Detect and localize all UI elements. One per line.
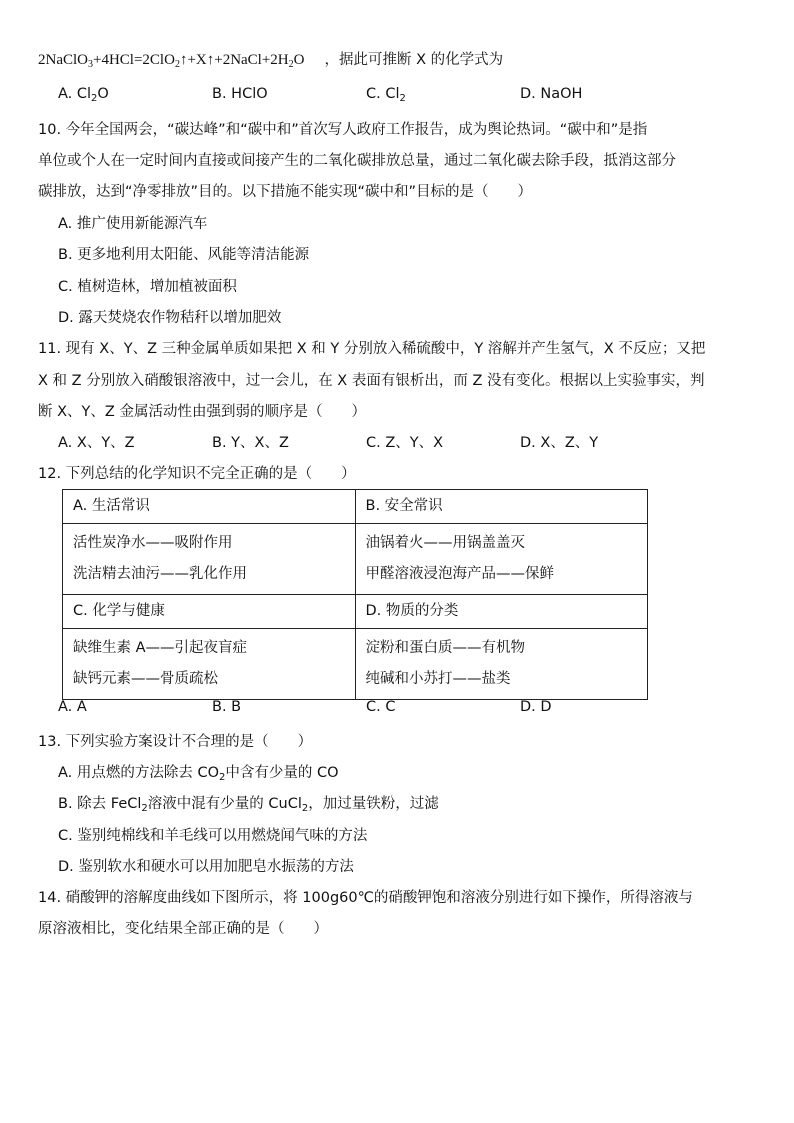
q11-option-d[interactable]: D. X、Z、Y: [520, 435, 599, 451]
q12-option-c[interactable]: C. C: [366, 699, 396, 715]
q13-stem: 13. 下列实验方案设计不合理的是（ ）: [38, 734, 313, 750]
q13-option-b[interactable]: B. 除去 FeCl$_2$溶液中混有少量的 CuCl$_2$，加过量铁粉，过滤: [58, 796, 439, 814]
q9-equation: $2NaClO_3+4HCl=2ClO_2↑+X↑+2NaCl+2H_2O$: [38, 52, 305, 70]
table-text: 淀粉和蛋白质——有机物: [365, 640, 525, 656]
table-cell-b-body: [355, 524, 648, 595]
q10-option-c[interactable]: C. 植树造林，增加植被面积: [58, 279, 237, 295]
q10-option-a[interactable]: A. 推广使用新能源汽车: [58, 216, 208, 232]
q9-option-b[interactable]: B. HClO: [212, 86, 268, 102]
q11-option-b[interactable]: B. Y、X、Z: [212, 435, 289, 451]
table-text: 纯碱和小苏打——盐类: [365, 671, 511, 687]
q9-option-d[interactable]: D. NaOH: [520, 86, 583, 102]
q14-stem-line-1: 14. 硝酸钾的溶解度曲线如下图所示，将 100g60℃的硝酸钾饱和溶液分别进行如下操作，所得溶液与: [38, 890, 693, 906]
q10-option-d[interactable]: D. 露天焚烧农作物秸秆以增加肥效: [58, 310, 282, 326]
q12-option-b[interactable]: B. B: [212, 699, 242, 715]
table-text: 甲醛溶液浸泡海产品——保鲜: [365, 566, 554, 582]
q13-option-d[interactable]: D. 鉴别软水和硬水可以用加肥皂水振荡的方法: [58, 859, 354, 875]
q9-equation-line: [38, 48, 503, 70]
q9-option-c[interactable]: C. $Cl_2$: [366, 86, 406, 104]
table-cell-d-body: [355, 629, 648, 700]
table-text: 活性炭净水——吸附作用: [73, 535, 233, 551]
q9-option-a[interactable]: A. $Cl_2O$: [58, 86, 109, 104]
q12-option-d[interactable]: D. D: [520, 699, 552, 715]
q10-option-b[interactable]: B. 更多地利用太阳能、风能等清洁能源: [58, 247, 310, 263]
q11-option-a[interactable]: A. X、Y、Z: [58, 435, 135, 451]
q13-option-c[interactable]: C. 鉴别纯棉线和羊毛线可以用燃烧闻气味的方法: [58, 828, 368, 844]
q11-options: [58, 431, 674, 452]
table-cell-c-body: [63, 629, 356, 700]
table-text: 缺维生素 A——引起夜盲症: [73, 640, 248, 656]
table-text: 油锅着火——用锅盖盖灭: [365, 535, 525, 551]
table-cell-b-head: B. 安全常识: [355, 490, 648, 524]
table-text: 缺钙元素——骨质疏松: [73, 671, 218, 687]
q9-options: [58, 86, 674, 104]
q13-option-a[interactable]: A. 用点燃的方法除去 $CO_2$中含有少量的 CO: [58, 765, 339, 783]
q11-stem-line-3: 断 X、Y、Z 金属活动性由强到弱的顺序是（ ）: [38, 404, 366, 420]
q10-stem-line-3: 碳排放，达到“净零排放”目的。以下措施不能实现“碳中和”目标的是（ ）: [38, 184, 533, 200]
table-cell-a-head: A. 生活常识: [63, 490, 356, 524]
q11-stem-line-1: 11. 现有 X、Y、Z 三种金属单质如果把 X 和 Y 分别放入稀硫酸中，Y 溶解并产生氢气，X 不反应；又把: [38, 341, 706, 357]
q11-stem-line-2: X 和 Z 分别放入硝酸银溶液中，过一会儿，在 X 表面有银析出，而 Z 没有变化。根据以上实验事实，判: [38, 373, 705, 389]
q12-options: [58, 699, 674, 715]
q11-option-c[interactable]: C. Z、Y、X: [366, 435, 444, 451]
q9-stem-tail: ，据此可推断 X 的化学式为: [324, 52, 504, 68]
table-cell-c-head: C. 化学与健康: [63, 595, 356, 629]
q12-stem: 12. 下列总结的化学知识不完全正确的是（ ）: [38, 466, 356, 482]
q10-stem-line-2: 单位或个人在一定时间内直接或间接产生的二氧化碳排放总量，通过二氧化碳去除手段，抵消这部分: [38, 153, 676, 169]
table-text: 洗洁精去油污——乳化作用: [73, 566, 247, 582]
q14-stem-line-2: 原溶液相比，变化结果全部正确的是（ ）: [38, 921, 328, 937]
table-cell-a-body: [63, 524, 356, 595]
q12-option-a[interactable]: A. A: [58, 699, 87, 715]
table-cell-d-head: D. 物质的分类: [355, 595, 648, 629]
q12-knowledge-table: [62, 489, 648, 700]
q10-stem-line-1: 10. 今年全国两会，“碳达峰”和“碳中和”首次写人政府工作报告，成为舆论热词。“碳中和”是指: [38, 122, 648, 138]
